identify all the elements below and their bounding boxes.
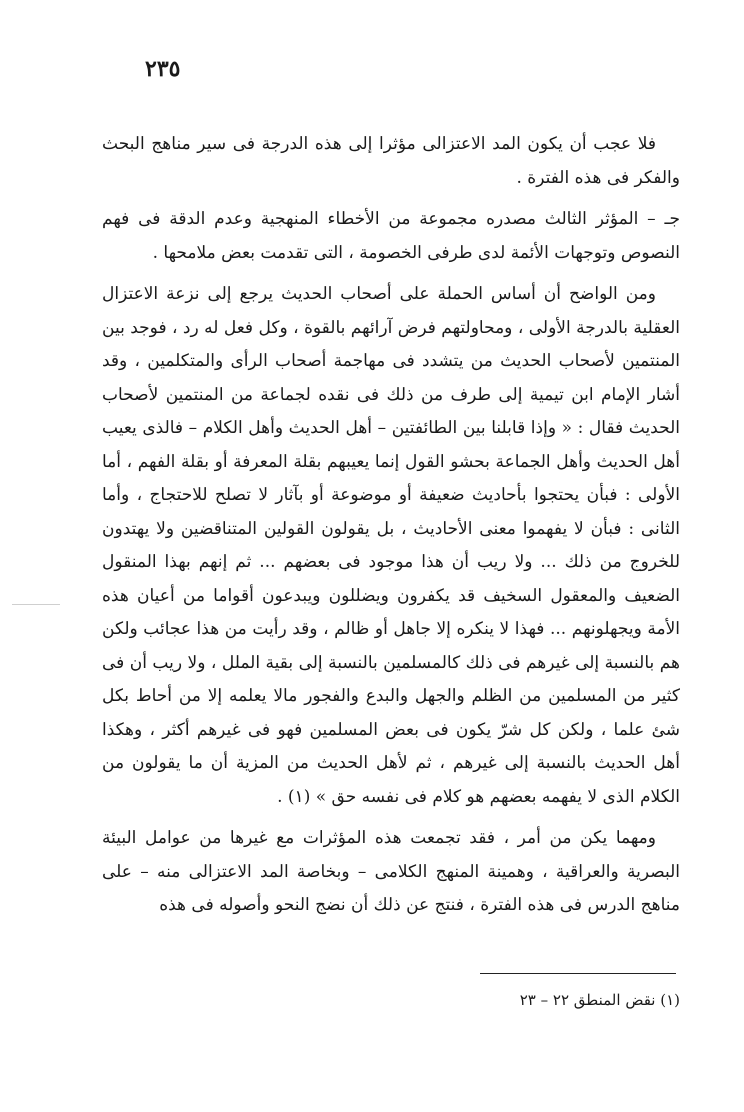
paragraph-2: جـ – المؤثر الثالث مصدره مجموعة من الأخطاء المنهجية وعدم الدقة فى فهم النصوص وتوجهات الأئمة لدى طرفى الخصومة ، التى تقدمت بعض ملامحها . [102,209,680,263]
paragraph-4: ومهما يكن من أمر ، فقد تجمعت هذه المؤثرات مع غيرها من عوامل البيئة البصرية والعراقية ، وهمينة المنهج الكلامى – وبخاصة المد الاعتزالى منه – على مناهج الدرس فى هذه الفترة ، فنتج عن ذلك أن نضج النحو وأصوله فى هذه [102,828,680,915]
page-number: ٢٣٥ [145,56,181,82]
footnote-divider [480,973,676,974]
footnote: (١) نقض المنطق ٢٢ – ٢٣ [519,991,680,1009]
paragraph-1: فلا عجب أن يكون المد الاعتزالى مؤثرا إلى هذه الدرجة فى سير مناهج البحث والفكر فى هذه الفترة . [102,134,680,188]
margin-mark [12,604,60,605]
paragraph-3: ومن الواضح أن أساس الحملة على أصحاب الحديث يرجع إلى نزعة الاعتزال العقلية بالدرجة الأولى ، ومحاولتهم فرض آرائهم بالقوة ، وكل فعل له رد ، فوجد بين المنتمين لأصحاب الحديث من يتشدد فى مهاجمة أصحاب الرأى والمتكلمين ، وقد أشار الإمام ابن تيمية إلى طرف من ذلك فى نقده لجماعة من المنتمين لأصحاب الحديث فقال : « وإذا قابلنا بين الطائفتين – أهل الحديث وأهل الكلام – فالذى يعيب أهل الحديث وأهل الجماعة بحشو القول إنما يعيبهم بقلة المعرفة أو بقلة الفهم ، أما الأولى : فبأن يحتجوا بأحاديث ضعيفة أو موضوعة أو بآثار لا تصلح للاحتجاج ، وأما الثانى : فبأن لا يفهموا معنى الأحاديث ، بل يقولون القولين المتناقضين ولا يهتدون للخروج من ذلك ... ولا ريب أن هذا موجود فى بعضهم ... ثم إنهم بهذا المنقول الضعيف والمعقول السخيف قد يكفرون ويضللون ويبدعون أقواما من أعيان هذه الأمة ويجهلونهم ... فهذا لا ينكره إلا جاهل أو ظالم ، وقد رأيت من هذا عجائب ولكن هم بالنسبة إلى غيرهم فى ذلك كالمسلمين بالنسبة إلى بقية الملل ، ولا ريب أن فى كثير من المسلمين من الظلم والجهل والبدع والفجور مالا يعلمه إلا من أحاط بكل شئ علما ، ولكن كل شرّ يكون فى بعض المسلمين فهو فى غيرهم أكثر ، وهكذا أهل الحديث بالنسبة إلى غيرهم ، ثم لأهل الحديث من المزية أن ما يقولون من الكلام الذى لا يفهمه بعضهم هو كلام فى نفسه حق » (١) . [102,284,680,807]
main-text [102,128,680,931]
